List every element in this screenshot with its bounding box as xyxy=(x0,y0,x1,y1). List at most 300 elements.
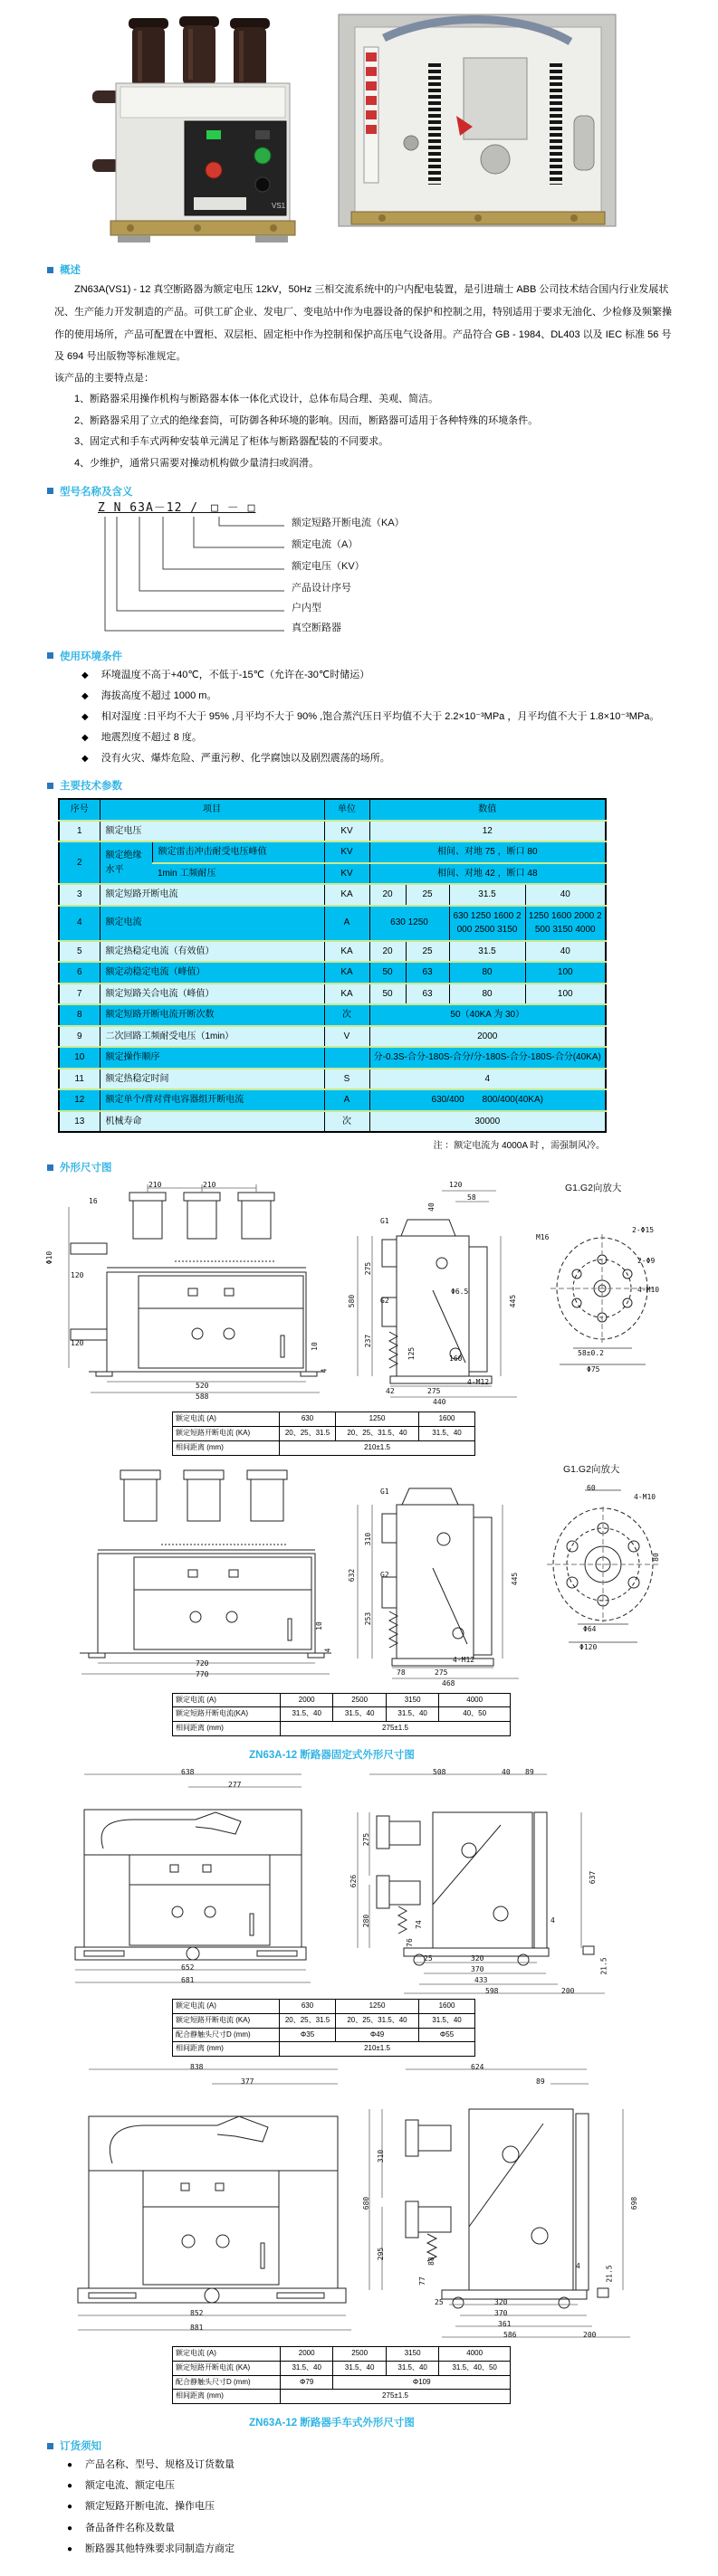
table-cell: 63 xyxy=(406,984,449,1005)
list-item-text: 2、断路器采用了立式的绝缘套筒，可防御各种环境的影响。因而，断路器可适用于各种特殊的环境条件。 xyxy=(74,414,539,426)
dimension-label: 275 xyxy=(364,1261,373,1276)
table-cell: 80 xyxy=(449,984,525,1005)
square-bullet-icon xyxy=(47,652,53,659)
table-cell: 13 xyxy=(59,1111,100,1133)
dimension-label: 74 xyxy=(414,1920,423,1929)
table-cell: 50（40KA 为 30） xyxy=(369,1004,606,1026)
table-row xyxy=(173,2013,475,2028)
table-cell: 4 xyxy=(369,1069,606,1090)
table-cell: 项目 xyxy=(100,799,324,821)
dimension-label: 25 xyxy=(424,1953,433,1963)
dimension-label: 588 xyxy=(196,1393,209,1402)
dimension-label: 320 xyxy=(494,2298,508,2307)
table-row xyxy=(59,962,606,984)
table-cell: 210±1.5 xyxy=(280,2042,475,2057)
table-cell: 20、25、31.5 xyxy=(280,2013,336,2028)
dimension-label: 80 xyxy=(651,1552,660,1562)
table-cell: 额定短路开断电流 (KA) xyxy=(173,1426,280,1440)
table-cell: 31.5、40 xyxy=(419,1426,475,1440)
table-cell: 额定短路开断电流开断次数 xyxy=(100,1004,324,1026)
table-cell: 额定电流 (A) xyxy=(173,1412,280,1427)
features-intro: 该产品的主要特点是： xyxy=(54,373,154,384)
bullet-icon: ◆ xyxy=(81,670,89,680)
dimension-label: 637 xyxy=(589,1870,598,1885)
dimension-label: 4-M10 xyxy=(637,1286,660,1295)
list-item-text: 3、固定式和手车式两种安装单元满足了柜体与断路器配装的不同要求。 xyxy=(74,436,389,448)
table-cell: 机械寿命 xyxy=(100,1111,324,1133)
table-cell: 配合静触头尺寸D (mm) xyxy=(173,2028,280,2042)
table-cell: 31.5、40 xyxy=(386,2361,438,2375)
dimension-label: 280 xyxy=(362,1914,371,1928)
table-cell: 额定电压 xyxy=(100,821,324,842)
dimension-label: 632 xyxy=(348,1568,357,1582)
truck-630-1600-table xyxy=(172,1999,475,2057)
dimension-drawing-truck-630-1600 xyxy=(43,1769,677,1997)
table-cell: KA xyxy=(324,984,369,1005)
dimension-label: 838 xyxy=(190,2063,204,2072)
dimension-label: 额定电压（KV） xyxy=(292,560,365,572)
table-cell: 210±1.5 xyxy=(280,1440,475,1455)
dimension-label: 78 xyxy=(397,1668,406,1677)
table-cell: 12 xyxy=(59,1089,100,1111)
dimension-drawing-truck-2000-4000 xyxy=(43,2064,677,2344)
table-cell: 3 xyxy=(59,884,100,906)
table-cell: 2000 xyxy=(280,2347,332,2362)
table-cell: 5 xyxy=(59,941,100,963)
table-cell: 单位 xyxy=(324,799,369,821)
drawing-linework xyxy=(43,1463,677,1691)
dimension-label: 产品设计序号 xyxy=(292,582,351,594)
dimension-label: Φ10 xyxy=(45,1250,54,1265)
dimension-label: 520 xyxy=(196,1382,209,1391)
table-cell: KV xyxy=(324,863,369,885)
table-cell: 相间距离 (mm) xyxy=(173,1440,280,1455)
table-row xyxy=(173,2375,511,2390)
table-cell: Φ79 xyxy=(280,2375,332,2390)
list-item-text: 额定电流、额定电压 xyxy=(85,2480,176,2492)
table-cell: 25 xyxy=(406,941,449,963)
list-item xyxy=(54,748,718,769)
dimension-label: 275 xyxy=(435,1668,448,1677)
table-cell: 31.5、40 xyxy=(333,1707,386,1722)
table-cell: 2 xyxy=(59,841,100,884)
dimension-label: 200 xyxy=(561,1986,575,1995)
dimension-label: 4-M12 xyxy=(467,1378,490,1387)
list-item-text: 地震烈度不超过 8 度。 xyxy=(101,731,202,743)
dimension-label: 210 xyxy=(203,1181,216,1190)
dimension-label: Φ120 xyxy=(579,1642,598,1651)
list-item xyxy=(54,411,678,433)
dimension-label: 295 xyxy=(377,2247,386,2261)
table-row xyxy=(59,821,606,842)
caption-truck-type: ZN63A-12 断路器手车式外形尺寸图 xyxy=(249,2418,415,2429)
table-row xyxy=(173,2347,511,2362)
table-cell: 20 xyxy=(369,941,406,963)
table-row xyxy=(173,1412,475,1427)
dimension-label: 310 xyxy=(364,1532,373,1545)
dimension-label: 445 xyxy=(509,1294,518,1308)
dimension-label: 真空断路器 xyxy=(292,622,341,633)
table-cell: 1250 xyxy=(336,1999,419,2013)
list-item xyxy=(54,389,678,411)
table-row xyxy=(59,1004,606,1026)
table-cell: 额定短路开断电流 (KA) xyxy=(173,2013,280,2028)
table-cell: 31.5、40、50 xyxy=(439,2361,511,2375)
dimension-label: G2 xyxy=(380,1297,389,1306)
table-cell: S xyxy=(324,1069,369,1090)
table-cell: 31.5、40 xyxy=(280,2361,332,2375)
table-cell: 次 xyxy=(324,1111,369,1133)
dimension-label: 445 xyxy=(511,1572,520,1585)
table-cell: 100 xyxy=(525,962,606,984)
drawing-linework xyxy=(43,1182,677,1410)
insulator-bushings xyxy=(129,16,270,87)
ordering-list xyxy=(0,2455,718,2559)
table-cell: 1250 1600 2000 2500 3150 4000 xyxy=(525,906,606,941)
list-item-text: 4、少维护，通常只需要对操动机构做少量清扫或润滑。 xyxy=(74,458,320,470)
dimension-label: 10 xyxy=(310,1342,319,1351)
table-cell: 8 xyxy=(59,1004,100,1026)
table-cell: 20、25、31.5 xyxy=(280,1426,336,1440)
model-designation-diagram xyxy=(76,502,547,640)
section-heading-ordering xyxy=(47,2438,718,2453)
table-cell xyxy=(324,1047,369,1069)
dimension-label: 361 xyxy=(498,2320,512,2329)
dimension-label: 89 xyxy=(536,2077,545,2086)
section-heading-parameters xyxy=(47,778,718,793)
dimension-label: 120 xyxy=(71,1271,84,1280)
product-photos xyxy=(0,0,718,253)
section-title: 使用环境条件 xyxy=(60,651,122,662)
drawing-linework xyxy=(43,1769,677,1997)
table-cell: 20、25、31.5、40 xyxy=(336,1426,419,1440)
dimension-label: 4 xyxy=(550,1915,555,1925)
dimension-label: 638 xyxy=(181,1767,195,1776)
list-item-text: 环境温度不高于+40℃，不低于-15℃（允许在-30℃时储运） xyxy=(101,669,370,680)
table-row xyxy=(59,799,606,821)
dimension-label: 624 xyxy=(471,2063,484,2072)
dimension-label: 76 xyxy=(405,1938,414,1947)
dimension-label: G1.G2向放大 xyxy=(563,1463,620,1475)
dimension-label: 4-M12 xyxy=(453,1655,475,1664)
dimension-label: 额定电流（A） xyxy=(292,538,359,550)
section-title: 型号名称及含义 xyxy=(60,486,133,498)
table-cell: 25 xyxy=(406,884,449,906)
table-row xyxy=(173,2042,475,2057)
table-row xyxy=(59,984,606,1005)
table-cell: 50 xyxy=(369,962,406,984)
table-cell: 6 xyxy=(59,962,100,984)
dimension-label: 310 xyxy=(377,2149,386,2163)
table-cell: 40 xyxy=(525,941,606,963)
fixed-2000-4000-table xyxy=(172,1693,511,1736)
table-cell: 31.5 xyxy=(449,941,525,963)
table-row xyxy=(59,941,606,963)
table-cell: 31.5、40 xyxy=(333,2361,386,2375)
table-cell: 630 xyxy=(280,1999,336,2013)
table-cell: 2500 xyxy=(333,2347,386,2362)
table-row xyxy=(173,1693,511,1707)
dimension-label: 42 xyxy=(386,1387,395,1396)
truck-2000-4000-table xyxy=(172,2346,511,2404)
table-row xyxy=(173,2361,511,2375)
table-cell: 31.5 xyxy=(449,884,525,906)
table-cell: 11 xyxy=(59,1069,100,1090)
table-cell: Φ49 xyxy=(336,2028,419,2042)
table-cell: 630 1250 xyxy=(369,906,449,941)
dimension-label: 58 xyxy=(467,1193,476,1202)
dimension-label: 4 xyxy=(323,1648,332,1652)
table-cell: 额定短路关合电流（峰值） xyxy=(100,984,324,1005)
table-note: 注 ：额定电流为 4000A 时 ，需强制风冷。 xyxy=(433,1141,605,1152)
table-cell: 相间距离 (mm) xyxy=(173,2390,281,2404)
dimension-label: 4 xyxy=(576,2262,580,2271)
table-row xyxy=(173,1999,475,2013)
table-cell: 配合静触头尺寸D (mm) xyxy=(173,2375,281,2390)
dimension-label: Φ75 xyxy=(587,1365,600,1374)
table-cell: 数值 xyxy=(369,799,606,821)
list-item xyxy=(54,2455,718,2476)
dimension-label: 40 xyxy=(502,1767,511,1776)
square-bullet-icon xyxy=(47,783,53,789)
features-list xyxy=(0,389,718,475)
dimension-label: 681 xyxy=(181,1975,195,1984)
dimension-label: 652 xyxy=(181,1963,195,1972)
bullet-icon: ● xyxy=(67,2543,73,2554)
table-cell: 额定电流 (A) xyxy=(173,2347,281,2362)
dimension-label: 4-M10 xyxy=(634,1492,656,1501)
table-cell: 额定操作顺序 xyxy=(100,1047,324,1069)
dimension-label: 2-Φ9 xyxy=(637,1257,656,1266)
dimension-label: 2-Φ15 xyxy=(632,1226,655,1235)
table-cell: 4000 xyxy=(439,2347,511,2362)
bullet-icon: ◆ xyxy=(81,754,89,765)
table-cell: 50 xyxy=(369,984,406,1005)
dimension-label: 508 xyxy=(433,1767,446,1776)
bullet-icon: ◆ xyxy=(81,690,89,701)
list-item-text: 海拔高度不超过 1000 m。 xyxy=(101,689,217,701)
table-row xyxy=(59,1026,606,1048)
table-cell: 630 1250 1600 2000 2500 3150 xyxy=(449,906,525,941)
dimension-label: 89 xyxy=(525,1767,534,1776)
table-cell: 额定短路开断电流(KA) xyxy=(173,1707,281,1722)
table-row xyxy=(59,1089,606,1111)
dimension-label: 440 xyxy=(433,1398,446,1407)
square-bullet-icon xyxy=(47,2443,53,2449)
table-cell: 80 xyxy=(449,962,525,984)
dimension-label: M16 xyxy=(536,1233,550,1242)
square-bullet-icon xyxy=(47,488,53,494)
table-cell: 9 xyxy=(59,1026,100,1048)
section-heading-model xyxy=(47,484,718,499)
table-cell: 3150 xyxy=(386,2347,438,2362)
table-row xyxy=(59,841,606,863)
table-cell: 20 xyxy=(369,884,406,906)
table-cell: 275±1.5 xyxy=(280,2390,510,2404)
dimension-label: Φ6.5 xyxy=(451,1288,469,1297)
dimension-label: G1 xyxy=(380,1217,389,1226)
table-row xyxy=(173,2390,511,2404)
section-heading-environment xyxy=(47,649,718,663)
table-row xyxy=(173,1707,511,1722)
dimension-label: 580 xyxy=(348,1294,357,1308)
table-cell: 相间距离 (mm) xyxy=(173,2042,280,2057)
table-cell: 额定电流 (A) xyxy=(173,1693,281,1707)
bullet-icon: ◆ xyxy=(81,711,89,722)
table-row xyxy=(59,1069,606,1090)
dimension-label: 881 xyxy=(190,2324,204,2333)
dimension-label: 160 xyxy=(449,1355,463,1364)
dimension-label: 586 xyxy=(503,2331,517,2340)
table-cell: V xyxy=(324,1026,369,1048)
dimension-label: Z N 63A－12 / □ － □ xyxy=(98,500,256,515)
table-cell: 4000 xyxy=(439,1693,511,1707)
dimension-drawing-fixed-630-1600 xyxy=(43,1182,677,1410)
fixed-630-1600-table xyxy=(172,1412,475,1455)
list-item-text: 额定短路开断电流、操作电压 xyxy=(85,2501,215,2513)
table-row xyxy=(173,1722,511,1736)
table-cell: 630/400 800/400(40KA) xyxy=(369,1089,606,1111)
table-cell: Φ35 xyxy=(280,2028,336,2042)
table-cell: 30000 xyxy=(369,1111,606,1133)
table-cell: 二次回路工频耐受电压（1min） xyxy=(100,1026,324,1048)
table-cell: 7 xyxy=(59,984,100,1005)
table-cell: 275±1.5 xyxy=(280,1722,510,1736)
dimension-label: 468 xyxy=(442,1678,455,1687)
dimension-label: 626 xyxy=(349,1874,359,1888)
dimension-label: 88 xyxy=(426,2257,436,2266)
table-cell: 1600 xyxy=(419,1412,475,1427)
list-item xyxy=(54,432,678,453)
table-cell: 4 xyxy=(59,906,100,941)
dimension-label: 253 xyxy=(364,1611,373,1625)
table-cell: 1min 工频耐压 xyxy=(152,863,324,885)
list-item xyxy=(54,2496,718,2517)
table-cell: 相间距离 (mm) xyxy=(173,1722,281,1736)
dimension-label: 120 xyxy=(71,1339,84,1348)
table-cell: 额定动稳定电流（峰值） xyxy=(100,962,324,984)
terminal-strips xyxy=(364,47,378,183)
dimension-label: 237 xyxy=(364,1334,373,1348)
table-cell: 次 xyxy=(324,1004,369,1026)
square-bullet-icon xyxy=(47,267,53,273)
table-cell: 100 xyxy=(525,984,606,1005)
table-cell: KA xyxy=(324,941,369,963)
list-item xyxy=(54,686,718,707)
table-cell: 1600 xyxy=(419,1999,475,2013)
list-item xyxy=(54,2539,718,2560)
table-row xyxy=(173,2028,475,2042)
dimension-label: 120 xyxy=(449,1181,463,1190)
dimension-label: 277 xyxy=(228,1780,242,1789)
table-cell: A xyxy=(324,1089,369,1111)
table-cell: 相间、对地 75 ，断口 80 xyxy=(369,841,606,863)
dimension-label: 680 xyxy=(362,2196,371,2210)
dimension-label: 21.5 xyxy=(605,2265,614,2283)
section-title: 主要技术参数 xyxy=(60,781,122,793)
table-cell: KA xyxy=(324,962,369,984)
table-cell: KA xyxy=(324,884,369,906)
table-row xyxy=(59,906,606,941)
dimension-label: 额定短路开断电流（KA） xyxy=(292,517,405,528)
table-row xyxy=(59,884,606,906)
table-cell: 31.5、40 xyxy=(386,1707,438,1722)
bullet-icon: ● xyxy=(67,2502,73,2513)
dimension-label: 125 xyxy=(407,1346,416,1361)
overview-paragraph: ZN63A(VS1) - 12 真空断路器为额定电压 12kV，50Hz 三相交流系统中的户内配电装置，是引进瑞士 ABB 公司技术结合国内行业发展状况、生产能力开发制造的产品。可供工矿企业、发电厂、变电站中作为电器设备的保护和控制之用，特别适用于要求无油化、少检修及频繁操作的使用场所，产品可配置在中置柜、双层柜、固定柜中作为控制和保护高压电气设备用。产品符合 GB - 1984、DL403 以及 IEC 标准 56 号及 694 号出版物等标准规定。 xyxy=(54,284,672,363)
list-item-text: 断路器其他特殊要求同制造方商定 xyxy=(85,2543,235,2554)
table-cell: 10 xyxy=(59,1047,100,1069)
table-row xyxy=(173,1426,475,1440)
table-cell: 额定热稳定电流（有效值） xyxy=(100,941,324,963)
table-cell: 40 xyxy=(525,884,606,906)
dimension-label: 200 xyxy=(583,2331,597,2340)
table-cell: 额定雷击冲击耐受电压峰值 xyxy=(152,841,324,863)
table-cell: 630 xyxy=(280,1412,336,1427)
model-badge: VS1 xyxy=(272,202,286,210)
table-row xyxy=(59,1111,606,1133)
section-heading-overview xyxy=(47,262,718,277)
list-item xyxy=(54,707,718,727)
dimension-drawing-fixed-2000-4000 xyxy=(43,1463,677,1691)
table-cell: 额定电流 (A) xyxy=(173,1999,280,2013)
environment-list xyxy=(0,665,718,769)
dimension-label: 852 xyxy=(190,2309,204,2318)
table-row xyxy=(59,1047,606,1069)
list-item-text: 没有火灾、爆炸危险、严重污秽、化学腐蚀以及剧烈震荡的场所。 xyxy=(101,753,390,765)
dimension-label: 户内型 xyxy=(292,602,321,613)
list-item xyxy=(54,2476,718,2496)
table-cell: 1250 xyxy=(336,1412,419,1427)
dimension-label: 370 xyxy=(471,1964,484,1973)
list-item-text: 相对湿度 :日平均不大于 95% ,月平均不大于 90% ,饱合蒸汽压日平均值不大于 2.2×10⁻³MPa ，月平均值不大于 1.8×10⁻³MPa。 xyxy=(101,710,660,722)
dimension-label: 10 xyxy=(314,1621,323,1630)
table-cell: KV xyxy=(324,821,369,842)
table-cell: 额定热稳定时间 xyxy=(100,1069,324,1090)
dimension-label: 377 xyxy=(241,2077,254,2086)
drawing-linework xyxy=(43,2064,677,2344)
dimension-label: Φ64 xyxy=(583,1624,597,1633)
dimension-label: 275 xyxy=(427,1387,441,1396)
table-cell: 相间、对地 42 ，断口 48 xyxy=(369,863,606,885)
table-cell: 2000 xyxy=(369,1026,606,1048)
dimension-label: G1 xyxy=(380,1487,389,1496)
list-item-text: 备品备件名称及数量 xyxy=(85,2522,176,2533)
table-cell: 12 xyxy=(369,821,606,842)
section-title: 订货须知 xyxy=(60,2441,101,2453)
dimension-label: 60 xyxy=(587,1483,596,1492)
table-cell: 额定绝缘水平 xyxy=(100,841,152,884)
dimension-label: 698 xyxy=(630,2196,639,2210)
list-item xyxy=(54,453,678,475)
dimension-label: 720 xyxy=(196,1659,209,1668)
caption-fixed-type: ZN63A-12 断路器固定式外形尺寸图 xyxy=(249,1749,415,1761)
table-cell: 序号 xyxy=(59,799,100,821)
dimension-label: 320 xyxy=(471,1953,484,1963)
table-cell: 额定电流 xyxy=(100,906,324,941)
dimension-label: 370 xyxy=(494,2309,508,2318)
breaker-front-photo xyxy=(78,7,315,250)
list-item xyxy=(54,665,718,686)
bullet-icon: ● xyxy=(67,2460,73,2471)
table-cell: 40、50 xyxy=(439,1707,511,1722)
dimension-label: 16 xyxy=(89,1197,98,1206)
dimension-label: 77 xyxy=(417,2277,426,2286)
bullet-icon: ● xyxy=(67,2481,73,2492)
table-cell: 31.5、40 xyxy=(280,1707,332,1722)
dimension-label: 433 xyxy=(474,1975,488,1984)
table-cell: 63 xyxy=(406,962,449,984)
